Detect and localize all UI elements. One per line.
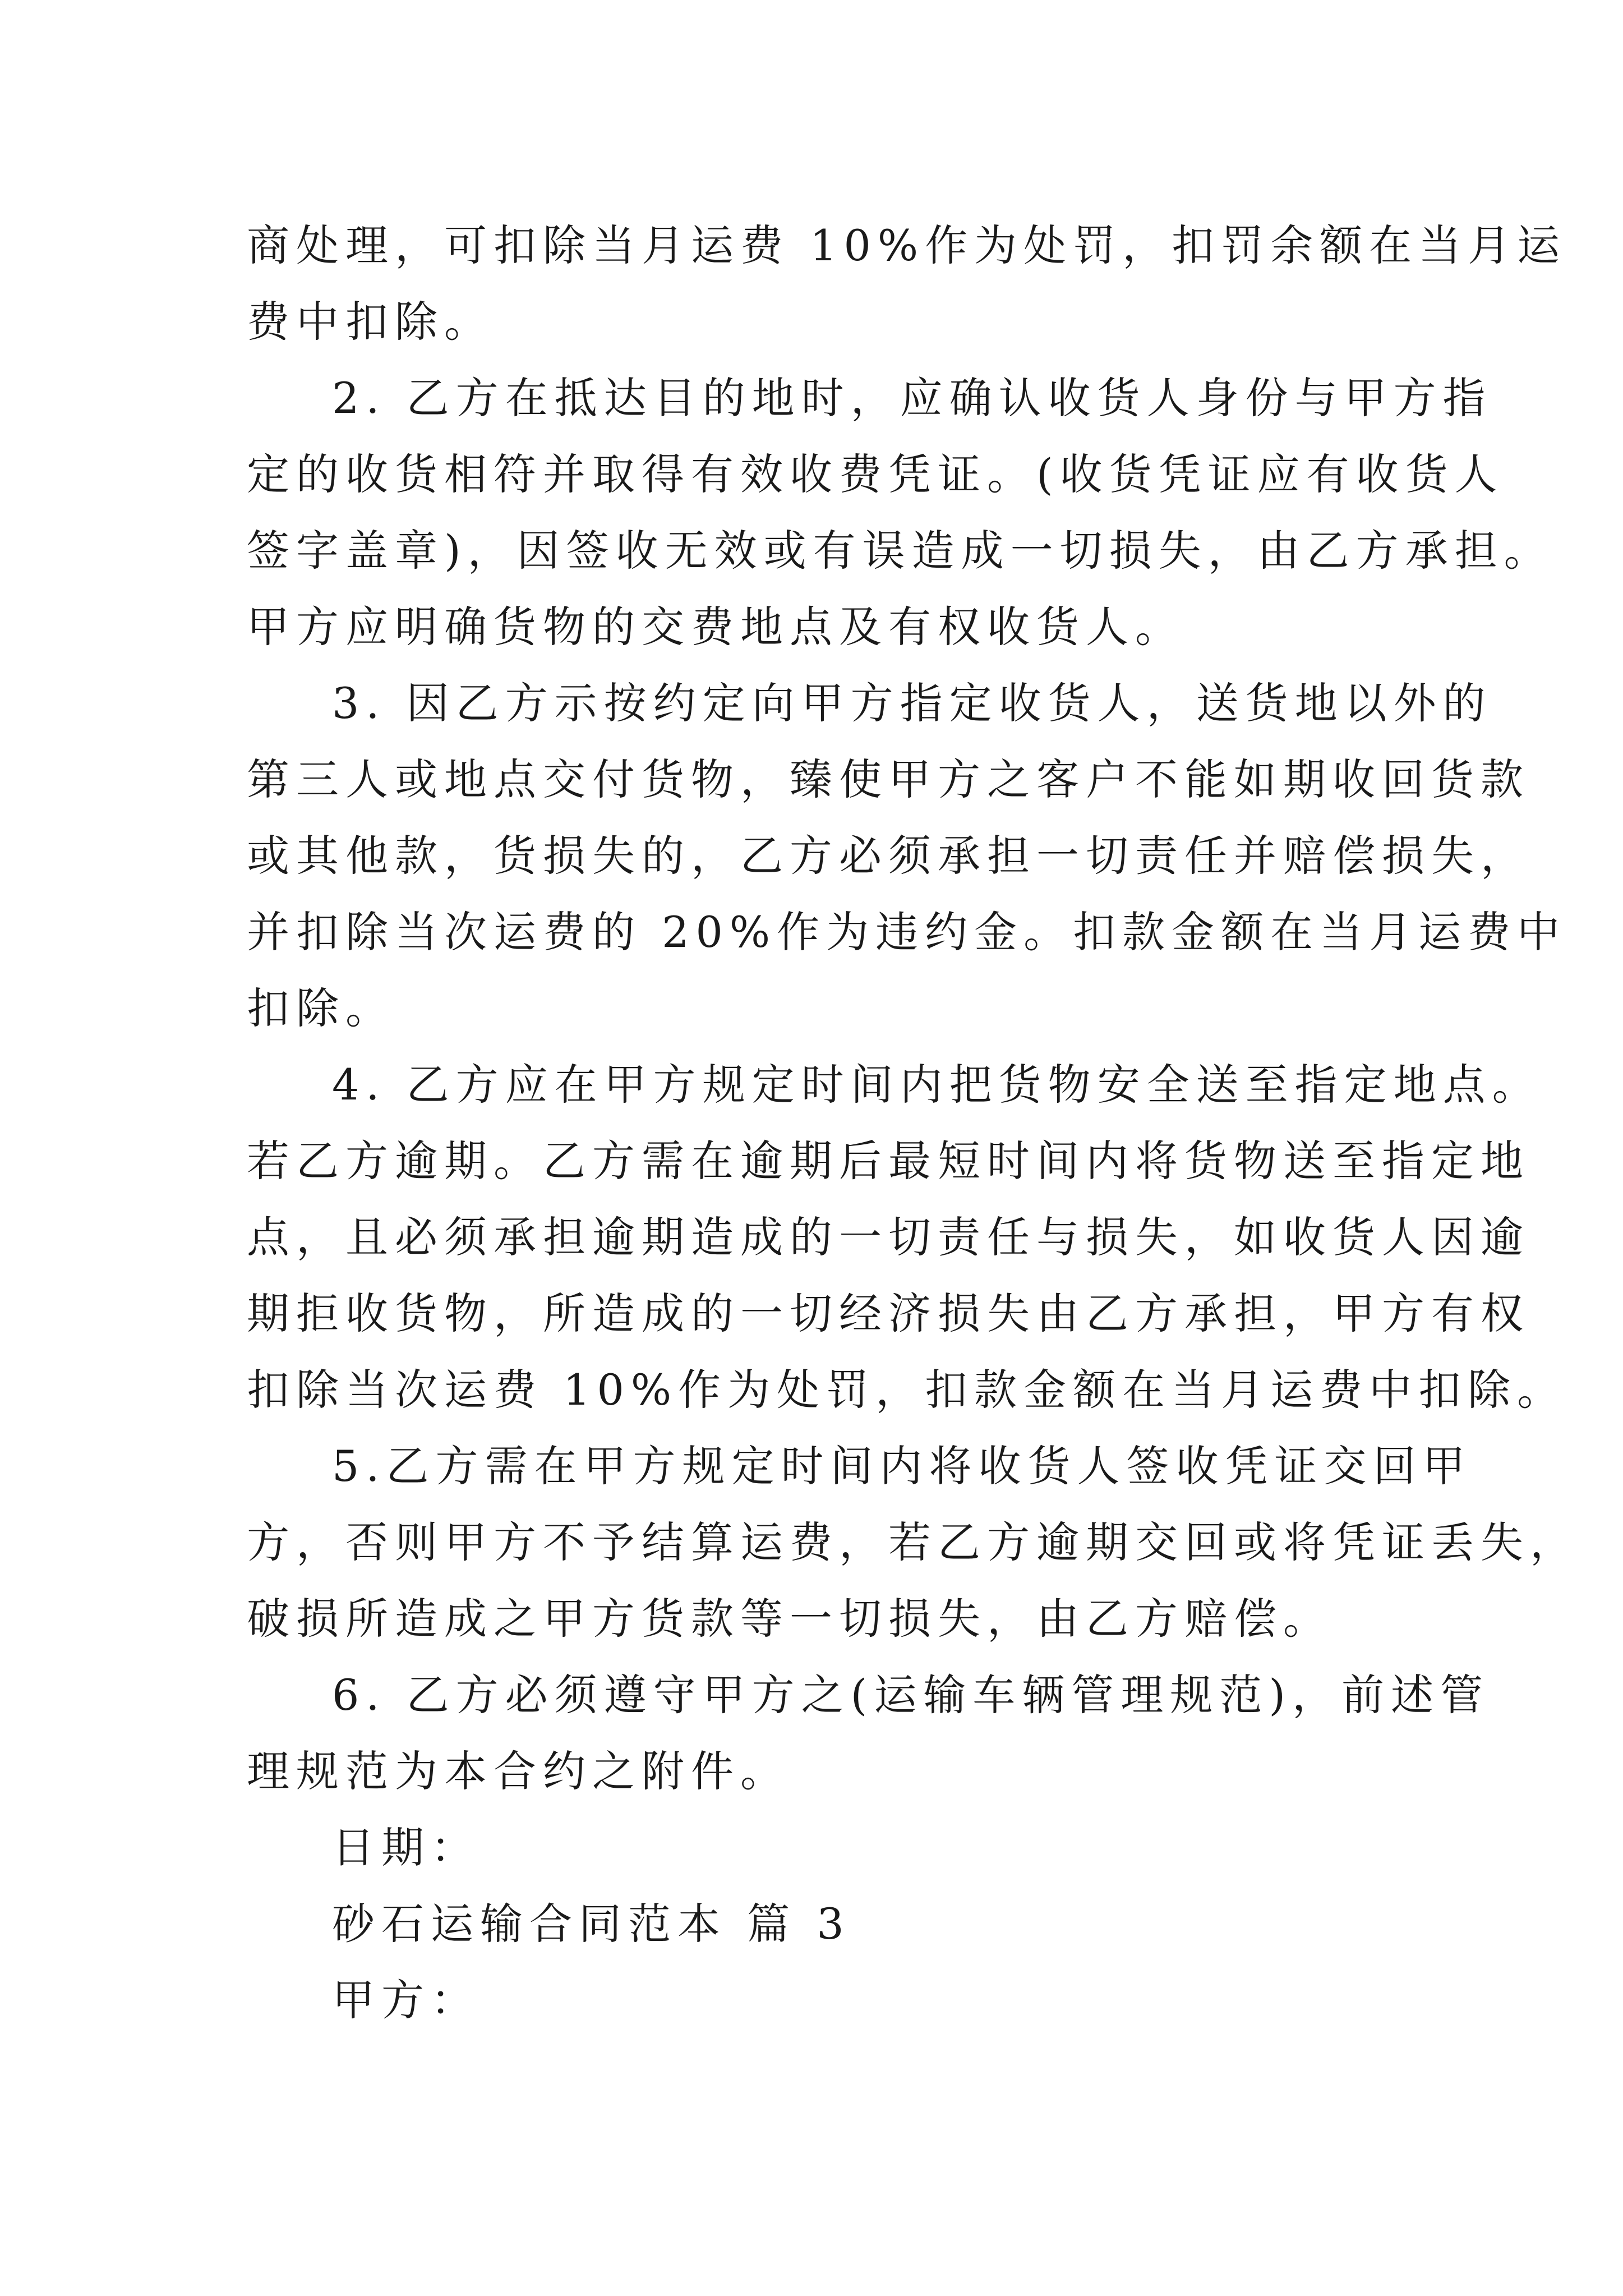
party-a-label: 甲方： xyxy=(332,1975,480,2025)
document-body xyxy=(247,208,1579,2039)
text-line: 6. 乙方必须遵守甲方之(运输车辆管理规范)，前述管 xyxy=(332,1670,1490,1720)
clause-4 xyxy=(247,1047,1567,1428)
text-line: 费中扣除。 xyxy=(247,297,494,347)
text-line: 点，且必须承担逾期造成的一切责任与损失，如收货人因逾 xyxy=(247,1212,1530,1262)
clause-3 xyxy=(247,665,1567,1047)
text-line: 若乙方逾期。乙方需在逾期后最短时间内将货物送至指定地 xyxy=(247,1136,1530,1186)
text-line: 扣除当次运费 10%作为处罚，扣款金额在当月运费中扣除。 xyxy=(247,1365,1567,1415)
text-line: 2. 乙方在抵达目的地时，应确认收货人身份与甲方指 xyxy=(332,373,1492,423)
text-line: 理规范为本合约之附件。 xyxy=(247,1746,790,1796)
text-line: 签字盖章)，因签收无效或有误造成一切损失，由乙方承担。 xyxy=(247,526,1553,576)
paragraph-continuation xyxy=(247,208,1567,360)
text-line: 商处理，可扣除当月运费 10%作为处罚，扣罚余额在当月运 xyxy=(247,220,1567,270)
text-line: 并扣除当次运费的 20%作为违约金。扣款金额在当月运费中 xyxy=(247,907,1567,957)
text-line: 甲方应明确货物的交费地点及有权收货人。 xyxy=(247,602,1184,652)
date-label: 日期： xyxy=(332,1823,480,1872)
text-line: 扣除。 xyxy=(247,983,395,1033)
clause-5 xyxy=(247,1428,1579,1657)
text-line: 破损所造成之甲方货款等一切损失，由乙方赔偿。 xyxy=(247,1594,1332,1644)
text-line: 期拒收货物，所造成的一切经济损失由乙方承担，甲方有权 xyxy=(247,1289,1530,1338)
text-line: 或其他款，货损失的，乙方必须承担一切责任并赔偿损失， xyxy=(247,831,1530,881)
clause-6 xyxy=(247,1657,1490,1810)
text-line: 5.乙方需在甲方规定时间内将收货人签收凭证交回甲 xyxy=(332,1441,1472,1491)
text-line: 方，否则甲方不予结算运费，若乙方逾期交回或将凭证丢失， xyxy=(247,1517,1579,1567)
text-line: 第三人或地点交付货物，臻使甲方之客户不能如期收回货款 xyxy=(247,754,1530,804)
clause-2 xyxy=(247,360,1553,665)
text-line: 4. 乙方应在甲方规定时间内把货物安全送至指定地点。 xyxy=(332,1060,1542,1110)
text-line: 3. 因乙方示按约定向甲方指定收货人，送货地以外的 xyxy=(332,678,1492,728)
text-line: 定的收货相符并取得有效收费凭证。(收货凭证应有收货人 xyxy=(247,449,1504,499)
section-title: 砂石运输合同范本 篇 3 xyxy=(332,1899,851,1949)
